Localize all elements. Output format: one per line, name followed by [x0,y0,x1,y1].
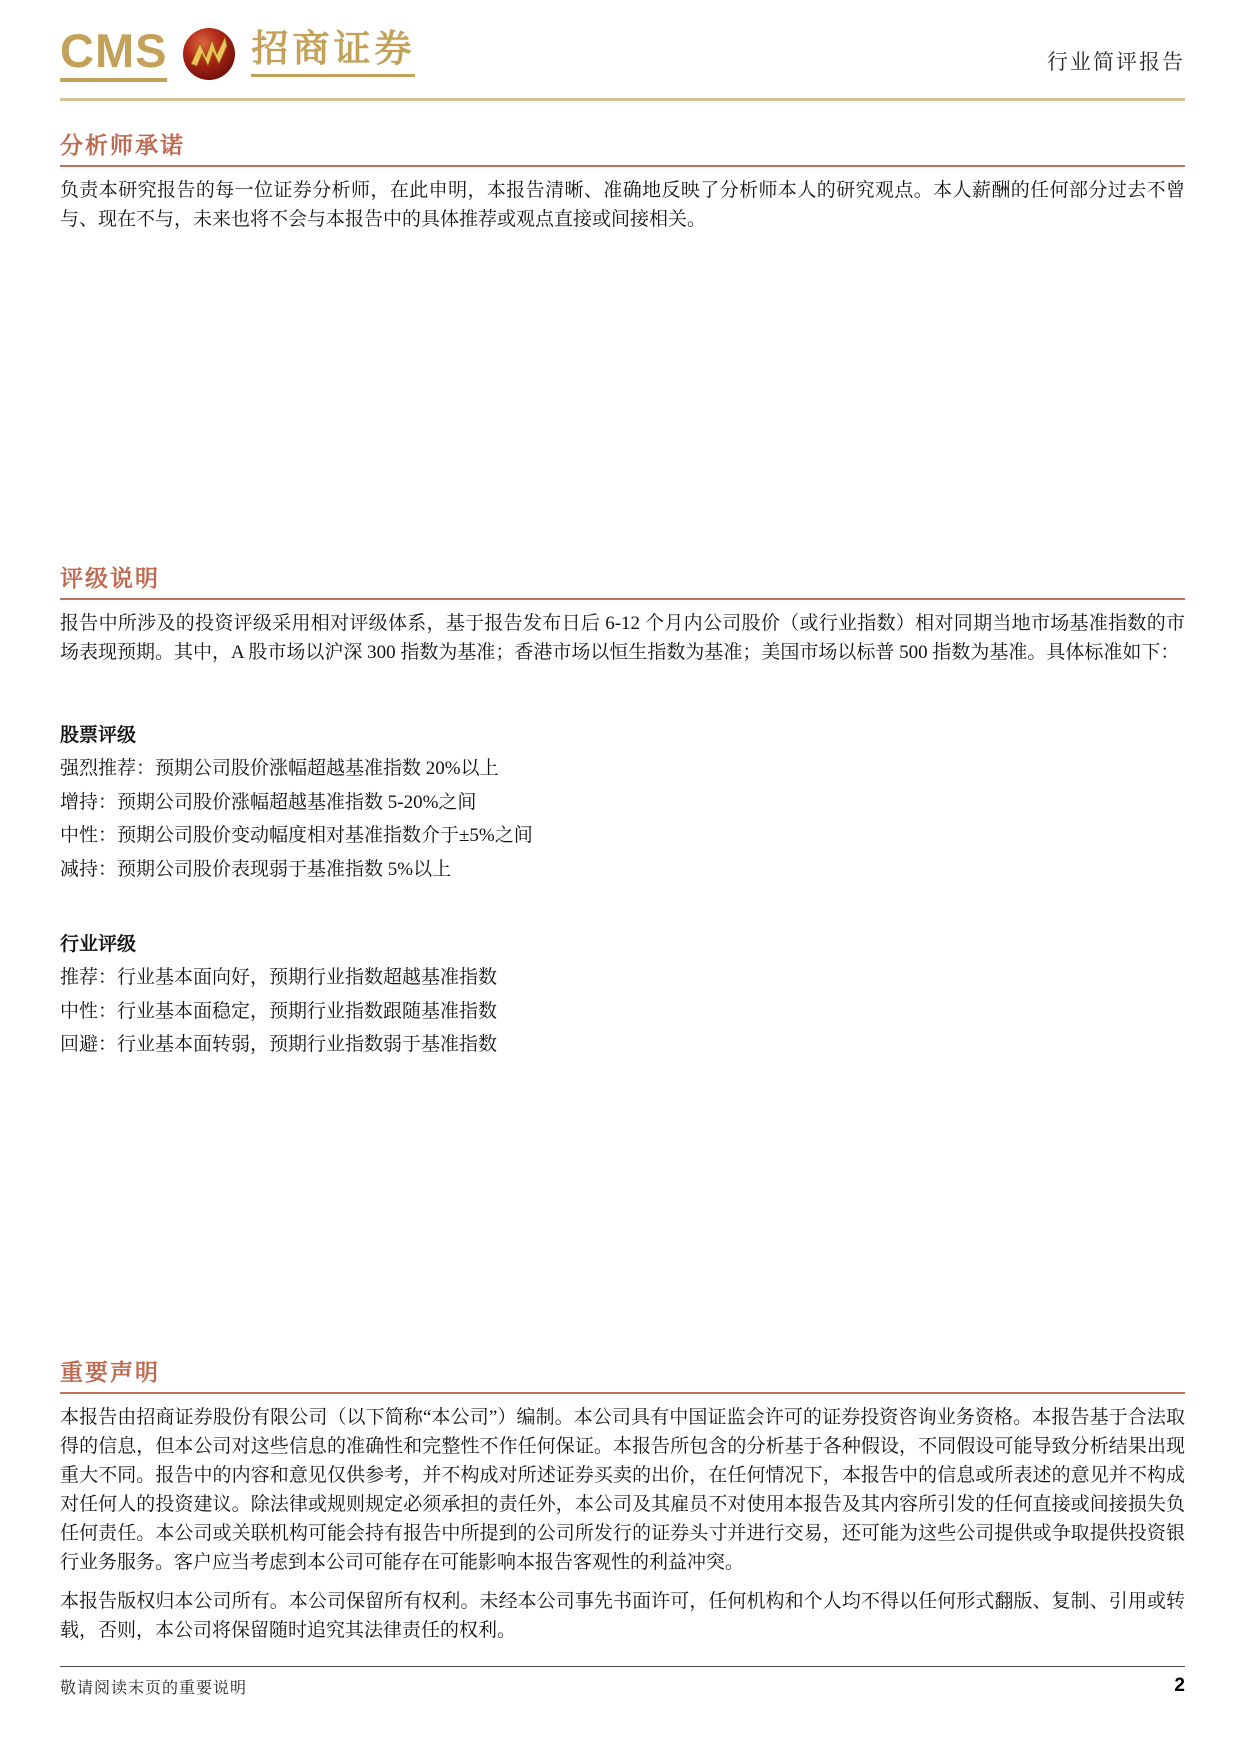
section-analyst-commitment [60,127,1185,234]
report-type-label: 行业简评报告 [1047,50,1185,74]
analyst-commitment-text: 负责本研究报告的每一位证券分析师，在此申明，本报告清晰、准确地反映了分析师本人的研究观点。本人薪酬的任何部分过去不曾与、现在不与，未来也将不会与本报告中的具体推荐或观点直接或间接相关。 [60,180,1185,230]
stock-rating-heading: 股票评级 [60,725,137,746]
stock-rating-item-underweight: 减持：预期公司股价表现弱于基准指数 5%以上 [60,858,452,880]
footer-note: 敬请阅读末页的重要说明 [60,1680,248,1697]
header-divider [60,98,1185,101]
industry-rating-item-recommend: 推荐：行业基本面向好，预期行业指数超越基准指数 [60,967,498,988]
cms-logo-badge-icon [181,26,237,82]
cms-logo [60,23,416,82]
page-number: 2 [1174,1675,1185,1696]
cms-logo-brand-text: 招商证券 [251,31,415,77]
disclaimer-paragraph-1: 本报告由招商证券股份有限公司（以下简称“本公司”）编制。本公司具有中国证监会许可的证券投资咨询业务资格。本报告基于合法取得的信息，但本公司对这些信息的准确性和完整性不作任何保证。本报告所包含的分析基于各种假设，不同假设可能导致分析结果出现重大不同。报告中的内容和意见仅供参考，并不构成对所述证券买卖的出价，在任何情况下，本报告中的信息或所表述的意见并不构成对任何人的投资建议。除法律或规则规定必须承担的责任外，本公司及其雇员不对使用本报告及其内容所引发的任何直接或间接损失负任何责任。本公司或关联机构可能会持有报告中所提到的公司所发行的证券头寸并进行交易，还可能为这些公司提供或争取提供投资银行业务服务。客户应当考虑到本公司可能存在可能影响本报告客观性的利益冲突。 [60,1406,1185,1573]
section-title-analyst: 分析师承诺 [60,127,1185,167]
stock-rating-item-neutral: 中性：预期公司股价变动幅度相对基准指数介于±5%之间 [60,825,533,846]
cms-logo-text: CMS [60,27,167,82]
footer-row [60,1675,1185,1698]
page-footer [60,1666,1185,1698]
section-important-disclaimer [60,1354,1185,1645]
stock-rating-item-overweight: 增持：预期公司股价涨幅超越基准指数 5-20%之间 [60,791,477,813]
stock-rating-item-strong-buy: 强烈推荐：预期公司股价涨幅超越基准指数 20%以上 [60,758,499,779]
industry-rating-item-avoid: 回避：行业基本面转弱，预期行业指数弱于基准指数 [60,1034,498,1055]
industry-rating-item-neutral: 中性：行业基本面稳定，预期行业指数跟随基准指数 [60,1000,498,1022]
disclaimer-paragraph-2: 本报告版权归本公司所有。本公司保留所有权利。未经本公司事先书面许可，任何机构和个人均不得以任何形式翻版、复制、引用或转载，否则，本公司将保留随时追究其法律责任的权利。 [60,1590,1185,1641]
page-header [60,0,1185,82]
footer-divider [60,1666,1185,1667]
rating-intro-text: 报告中所涉及的投资评级采用相对评级体系，基于报告发布日后 6-12 个月内公司股价（或行业指数）相对同期当地市场基准指数的市场表现预期。其中，A 股市场以沪深 300 指数为基准；香港市场以恒生指数为基准；美国市场以标普 500 指数为基准。具体标准如下： [60,613,1185,663]
section-title-rating: 评级说明 [60,560,1185,600]
industry-rating-heading: 行业评级 [60,934,137,955]
section-title-disclaimer: 重要声明 [60,1354,1185,1394]
section-rating-explanation [60,560,1185,1062]
